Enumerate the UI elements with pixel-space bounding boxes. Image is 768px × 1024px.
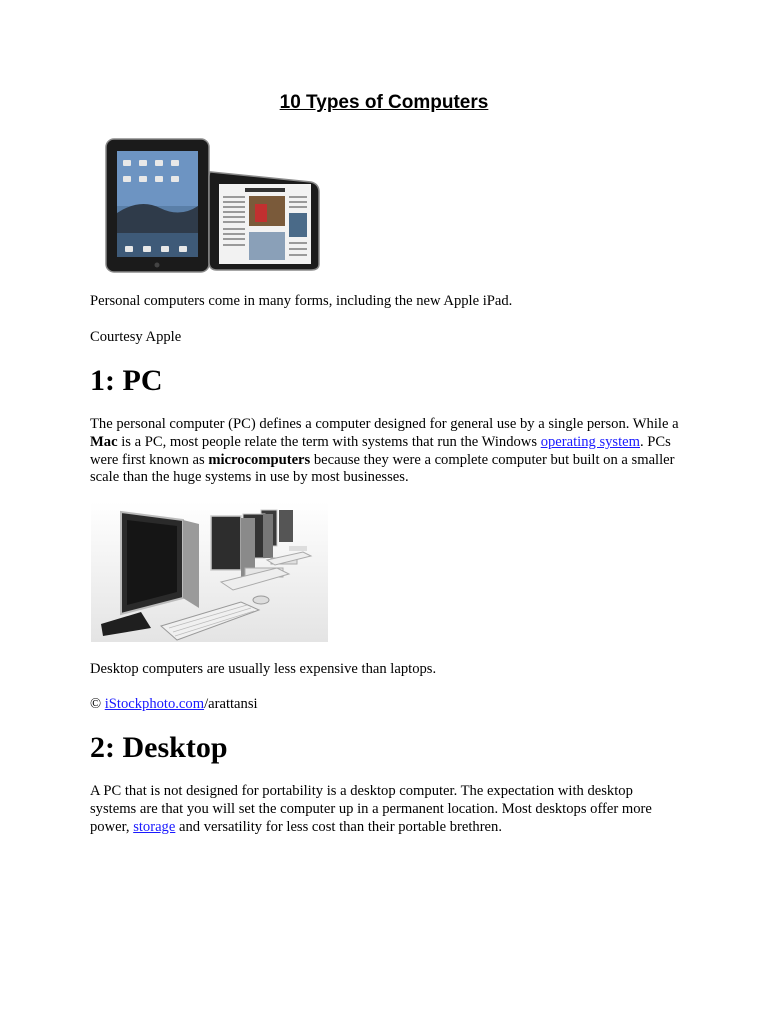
section-heading-pc: 1: PC	[90, 364, 163, 397]
text-span: and versatility for less cost than their portable brethren.	[175, 818, 502, 835]
ipad-credit: Courtesy Apple	[90, 329, 182, 345]
bold-term-mac: Mac	[90, 433, 118, 450]
text-span: . PCs were first known as	[90, 433, 671, 468]
desktop-caption: Desktop computers are usually less expensive than laptops.	[90, 661, 437, 677]
bold-term-microcomputers: microcomputers	[208, 451, 311, 468]
text-span: /arattansi	[204, 696, 258, 712]
copyright-symbol: ©	[90, 696, 105, 712]
section-pc-paragraph	[90, 416, 680, 487]
link-operating-system[interactable]: operating system	[540, 433, 640, 450]
link-istockphoto[interactable]: iStockphoto.com	[104, 696, 205, 712]
text-span: A PC that is not designed for portability is a desktop computer. The expectation with desktop systems are that you will set the computer up in a permanent location. Most desktops offer more power,	[90, 783, 652, 835]
document-title: 10 Types of Computers	[279, 92, 489, 113]
text-span: because they were a complete computer but built on a smaller scale than the huge systems in use by most businesses.	[90, 451, 675, 486]
section-desktop-paragraph	[90, 783, 680, 836]
desktop-credit	[90, 696, 680, 714]
ipad-caption: Personal computers come in many forms, including the new Apple iPad.	[90, 293, 513, 309]
text-span: is a PC, most people relate the term with systems that run the Windows	[117, 433, 541, 450]
desktop-computers-photo	[91, 502, 328, 642]
section-heading-desktop: 2: Desktop	[90, 731, 228, 764]
link-storage[interactable]: storage	[133, 818, 176, 835]
text-span: The personal computer (PC) defines a computer designed for general use by a single person. While a	[90, 416, 679, 432]
ipad-photo	[105, 138, 321, 274]
